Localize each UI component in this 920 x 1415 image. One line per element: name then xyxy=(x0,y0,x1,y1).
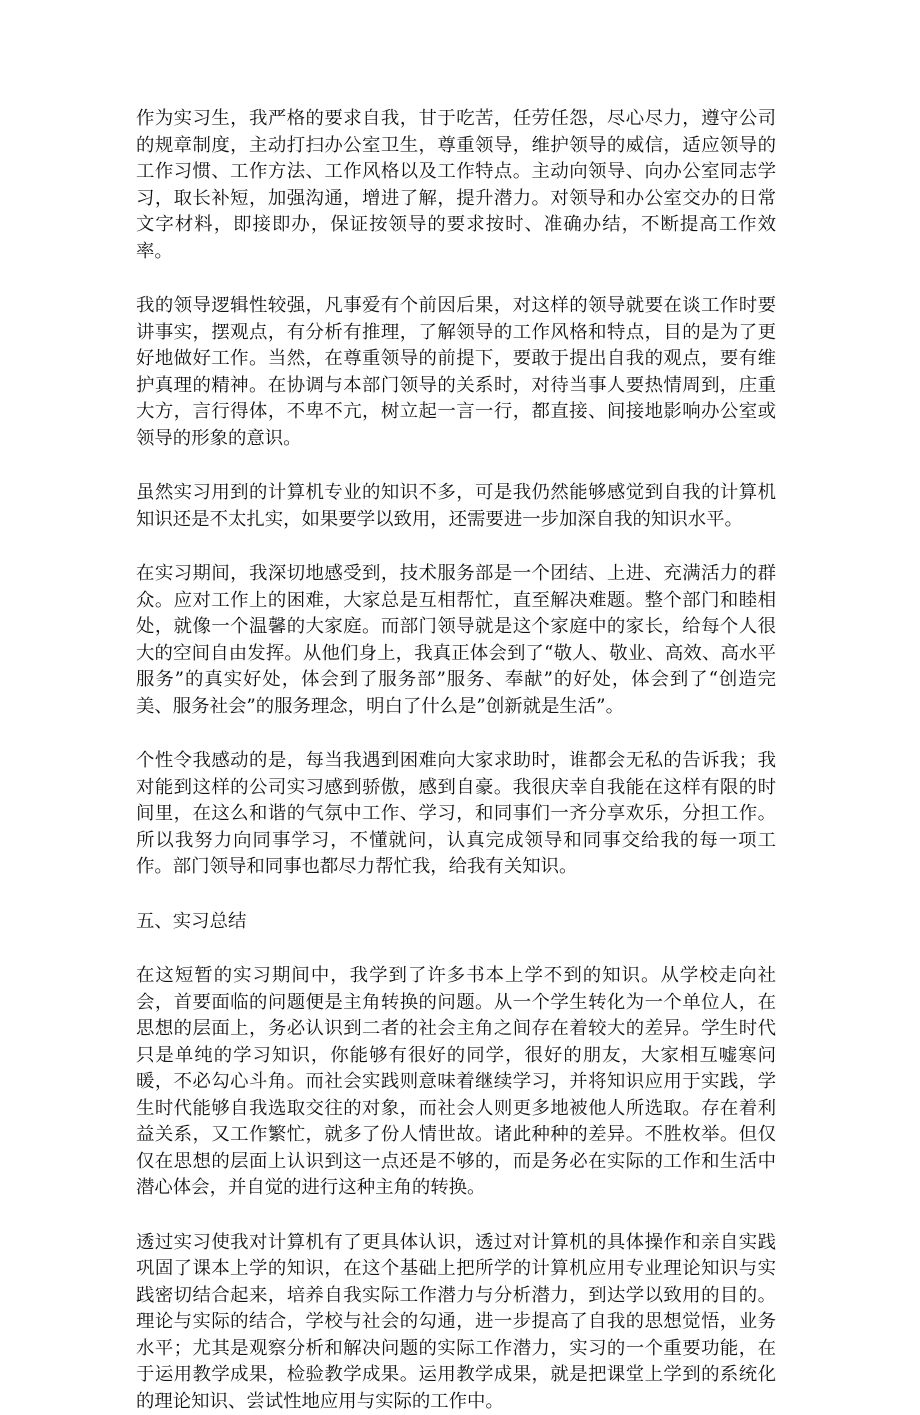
paragraph-gap xyxy=(136,533,776,561)
paragraph-gratitude: 个性令我感动的是，每当我遇到困难向大家求助时，谁都会无私的告诉我；我对能到这样的公司实习感到骄傲，感到自豪。我很庆幸自我能在这样有限的时间里，在这么和谐的气氛中工作、学习，和同事们一齐分享欢乐，分担工作。所以我努力向同事学习，不懂就问，认真完成领导和同事交给我的每一项工作。部门领导和同事也都尽力帮忙我，给我有关知识。 xyxy=(136,748,776,881)
paragraph-computer-knowledge: 虽然实习用到的计算机专业的知识不多，可是我仍然能够感觉到自我的计算机知识还是不太扎实，如果要学以致用，还需要进一步加深自我的知识水平。 xyxy=(136,480,776,533)
paragraph-gap xyxy=(136,1202,776,1230)
paragraph-gap xyxy=(136,720,776,748)
section-heading: 五、实习总结 xyxy=(136,909,776,936)
paragraph-gap xyxy=(136,935,776,963)
paragraph-gap xyxy=(136,881,776,909)
paragraph-summary-role-change: 在这短暂的实习期间中，我学到了许多书本上学不到的知识。从学校走向社会，首要面临的问题便是主角转换的问题。从一个学生转化为一个单位人，在思想的层面上，务必认识到二者的社会主角之间存在着较大的差异。学生时代只是单纯的学习知识，你能够有很好的同学，很好的朋友，大家相互嘘寒问暖，不必勾心斗角。而社会实践则意味着继续学习，并将知识应用于实践，学生时代能够自我选取交往的对象，而社会人则更多地被他人所选取。存在着利益关系，又工作繁忙，就多了份人情世故。诸此种种的差异。不胜枚举。但仅仅在思想的层面上认识到这一点还是不够的，而是务必在实际的工作和生活中潜心体会，并自觉的进行这种主角的转换。 xyxy=(136,963,776,1202)
paragraph-gap xyxy=(136,452,776,480)
paragraph-intern-attitude: 作为实习生，我严格的要求自我，甘于吃苦，任劳任怨，尽心尽力，遵守公司的规章制度，主动打扫办公室卫生，尊重领导，维护领导的威信，适应领导的工作习惯、工作方法、工作风格以及工作特点。主动向领导、向办公室同志学习，取长补短，加强沟通，增进了解，提升潜力。对领导和办公室交办的日常文字材料，即接即办，保证按领导的要求按时、准确办结，不断提高工作效率。 xyxy=(136,106,776,265)
paragraph-summary-practice: 透过实习使我对计算机有了更具体认识，透过对计算机的具体操作和亲自实践巩固了课本上学的知识，在这个基础上把所学的计算机应用专业理论知识与实践密切结合起来，培养自我实际工作潜力与分析潜力，到达学以致用的目的。理论与实际的结合，学校与社会的勾通，进一步提高了自我的思想觉悟，业务水平；尤其是观察分析和解决问题的实际工作潜力，实习的一个重要功能，在于运用教学成果，检验教学成果。运用教学成果，就是把课堂上学到的系统化的理论知识、尝试性地应用与实际的工作中。 xyxy=(136,1230,776,1415)
document-body xyxy=(136,106,776,1415)
paragraph-gap xyxy=(136,265,776,293)
paragraph-leader-logic: 我的领导逻辑性较强，凡事爱有个前因后果，对这样的领导就要在谈工作时要讲事实，摆观点，有分析有推理，了解领导的工作风格和特点，目的是为了更好地做好工作。当然，在尊重领导的前提下，要敢于提出自我的观点，要有维护真理的精神。在协调与本部门领导的关系时，对待当事人要热情周到，庄重大方，言行得体，不卑不亢，树立起一言一行，都直接、间接地影响办公室或领导的形象的意识。 xyxy=(136,293,776,452)
paragraph-team-experience: 在实习期间，我深切地感受到，技术服务部是一个团结、上进、充满活力的群众。应对工作上的困难，大家总是互相帮忙，直至解决难题。整个部门和睦相处，就像一个温馨的大家庭。而部门领导就是这个家庭中的家长，给每个人很大的空间自由发挥。从他们身上，我真正体会到了“敬人、敬业、高效、高水平服务”的真实好处，体会到了服务部”服务、奉献”的好处，体会到了“创造完美、服务社会”的服务理念，明白了什么是”创新就是生活”。 xyxy=(136,561,776,720)
